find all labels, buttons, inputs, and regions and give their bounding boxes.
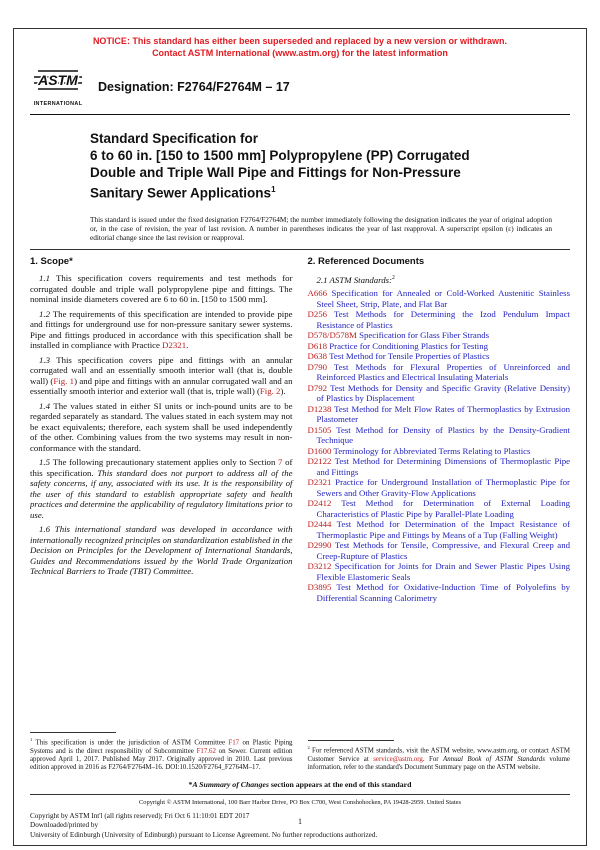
reference-title-link[interactable]: Specification for Annealed or Cold-Worked Austenitic Stainless Steel Sheet, Strip, Plate, and Flat Bar [316,288,570,309]
title-footnote-marker: 1 [271,185,276,194]
title-line-1: Standard Specification for [90,131,259,146]
title-line-3: Double and Triple Wall Pipe and Fittings for Non-Pressure [90,165,461,180]
text-segment: This specification covers requirements and test methods for corrugated double and triple wall polypropylene pipe and fittings. The nominal inside diameters covered are 6 to 60 in. [150 to 1500 mm]. [30,273,293,304]
reference-item[interactable] [308,362,571,383]
reference-code-link[interactable]: D256 [307,309,328,320]
reference-title-link[interactable]: Practice for Conditioning Plastics for Testing [327,340,489,351]
right-column [308,255,571,773]
text-segment: 2 [392,275,395,281]
two-column-body [30,255,570,773]
notice-line-1: NOTICE: This standard has either been superseded and replaced by a new version or withdrawn. [92,36,508,46]
text-segment: ASTM Standards: [329,274,393,285]
reference-item[interactable] [308,519,571,540]
text-segment: 1.3 [39,354,57,365]
text-segment: * [188,779,193,789]
text-segment: volume information, refer to the standard's Document Summary page on the ASTM website. [307,755,570,772]
reference-title-link[interactable]: Test Method for Oxidative-Induction Time of Polyolefins by Differential Scanning Calorimetry [316,582,570,603]
footer-divider [30,794,570,795]
text-segment: section appears at the end of this standard [268,779,412,789]
reference-code-link[interactable]: D2412 [307,498,332,509]
inline-link[interactable]: service@astm.org [373,755,423,763]
text-segment: on Sewer. Current edition approved April 1, 2017. Published May 2017. Originally approved in 2010. Last previous edition approved in 2016 as F2764/F2764M–16. DOI:10.1520/F2764_F2764M–17. [30,747,293,772]
reference-title-link[interactable]: Test Method for Tensile Properties of Plastics [327,351,490,362]
text-segment: Annual Book of ASTM Standards [443,755,545,763]
reference-item[interactable] [308,383,571,404]
reference-code-link[interactable]: D2122 [307,456,332,467]
text-segment: 2.1 [316,274,330,285]
reference-code-link[interactable]: A666 [307,288,328,299]
title-line-2: 6 to 60 in. [150 to 1500 mm] Polypropylene (PP) Corrugated [90,148,470,163]
license-stamp [30,812,570,841]
text-segment: 1.6 [39,524,55,534]
text-segment: This specification is under the jurisdiction of ASTM Committee [32,739,229,747]
reference-item[interactable] [308,456,571,477]
text-segment: on Plastic Piping Systems and is the direct responsibility of Subcommittee [30,739,293,755]
designation-title: Designation: F2764/F2764M – 17 [98,79,290,94]
reference-item[interactable] [308,288,571,309]
text-segment: A Summary of Changes [192,779,269,789]
reference-title-link[interactable]: Test Method for Determination of External Loading Characteristics of Plastic Pipe by Parallel-Plate Loading [316,498,570,519]
scope-paragraph [30,524,293,577]
reference-item[interactable] [308,309,571,330]
page-number: 1 [298,816,302,826]
document-header [30,66,570,115]
title-line-4-text: Sanitary Sewer Applications [90,185,272,201]
footnote-2 [308,744,571,772]
reference-code-link[interactable]: D638 [307,351,328,362]
reference-item[interactable] [308,404,571,425]
reference-item[interactable] [308,477,571,498]
reference-code-link[interactable]: D578/D578M [307,330,357,341]
footnote-divider [308,740,394,741]
reference-title-link[interactable]: Test Methods for Tensile, Compressive, and Flexural Creep and Creep-Rupture of Plastics [316,540,570,561]
footnote-divider [30,732,116,733]
inline-link[interactable]: F17.62 [196,747,216,755]
reference-code-link[interactable]: D618 [307,340,328,351]
notice-line-2: Contact ASTM International (www.astm.org) for the latest information [152,47,448,58]
reference-code-link[interactable]: D2321 [307,477,332,488]
text-segment: 1.5 [39,457,53,467]
reference-title-link[interactable]: Test Method for Melt Flow Rates of Thermoplastics by Extrusion Plastometer [316,403,570,425]
title-line-4 [90,181,570,202]
astm-copyright-line: Copyright © ASTM International, 100 Barr Harbor Drive, PO Box C700, West Conshohocken, PA 19428-2959. United States [139,798,461,806]
text-segment: The values stated in either SI units or inch-pound units are to be regarded separately as standard. The values stated in each system may not be exact equivalents; therefore, each system shall be used independently of the other. Combining values from the two systems may result in non-conformance with the standard. [30,400,293,453]
left-column [30,255,293,773]
text-segment: ). [280,386,286,396]
astm-logo-subtext: INTERNATIONAL [33,101,83,107]
text-segment: of this specification. [30,457,293,478]
withdrawal-notice [30,36,570,59]
reference-item[interactable] [308,582,571,603]
inline-link[interactable]: F17 [228,739,240,747]
reference-code-link[interactable]: D2990 [307,540,332,551]
inline-link[interactable]: Fig. 1 [53,375,75,386]
reference-code-link[interactable]: D1600 [307,445,332,456]
scope-heading: 1. Scope* [30,255,73,267]
text-segment: This standard does not purport to address all of the safety concerns, if any, associated with its use. It is the responsibility of the user of this standard to establish appropriate safety and health practices and determine the applicability of regulatory limitations prior to use. [30,467,293,520]
text-segment: 1.4 [39,400,54,411]
reference-title-link[interactable]: Test Methods for Determining the Izod Pendulum Impact Resistance of Plastics [316,309,570,330]
astm-logo [30,66,86,107]
reference-code-link[interactable]: D1238 [307,403,332,414]
text-segment: ) and pipe and fittings with an annular corrugated wall and an essentially smooth interior and exterior wall (that is, triple wall) ( [30,375,293,396]
reference-title-link[interactable]: Specification for Glass Fiber Strands [356,330,490,341]
reference-code-link[interactable]: D790 [307,361,328,372]
inline-link[interactable]: D2321 [162,340,187,350]
text-segment: For referenced ASTM standards, visit the ASTM website, www.astm.org, or contact ASTM Customer Service at [307,747,570,763]
text-segment: 1.1 [39,273,57,283]
footnote-1 [30,736,293,772]
reference-title-link[interactable]: Test Method for Determining Dimensions of Thermoplastic Pipe and Fittings [316,456,570,477]
reference-item[interactable] [308,425,571,446]
reference-title-link[interactable]: Terminology for Abbreviated Terms Relating to Plastics [331,445,531,456]
text-segment: The requirements of this specification are intended to provide pipe and fittings for underground use for non-pressure sanitary sewer systems. Pipe and fittings produced in accordance with this specification shall be installed in compliance with Practice [30,308,293,350]
reference-title-link[interactable]: Test Methods for Flexural Properties of Unreinforced and Reinforced Plastics and Electrical Insulating Materials [316,361,570,383]
reference-title-link[interactable]: Test Methods for Density and Specific Gravity (Relative Density) of Plastics by Displacement [316,382,570,404]
issuance-note: This standard is issued under the fixed designation F2764/F2764M; the number immediately following the designation indicates the year of original adoption or, in the case of revision, the year of last revision. A number in parentheses indicates the year of last reapproval. A superscript epsilon (ε) indicates an editorial change since the last revision or reapproval. [90,214,552,242]
summary-of-changes-note [30,780,570,789]
astm-logo-icon [32,66,84,96]
references-list [308,288,571,603]
reference-item[interactable] [308,540,571,561]
inline-link[interactable]: Fig. 2 [259,386,281,396]
reference-code-link[interactable]: D2444 [307,519,332,530]
inline-link[interactable]: 7 [278,457,283,467]
stamp-copyright-line: Copyright by ASTM Int'l (all rights reserved); Fri Oct 6 11:10:01 EDT 2017 [30,811,250,820]
text-segment: . For [422,755,443,763]
astm-standards-subheading [308,273,571,285]
section-divider [30,249,570,250]
standard-title [90,130,570,202]
reference-item[interactable] [308,498,571,519]
stamp-licensee-line: University of Edinburgh (University of Edinburgh) pursuant to License Agreement. No further reproductions authorized. [30,830,378,839]
reference-title-link[interactable]: Test Method for Density of Plastics by the Density-Gradient Technique [316,424,570,446]
reference-code-link[interactable]: D3212 [307,561,332,572]
document-page [13,28,587,846]
scope-paragraph [30,355,293,397]
text-segment: This specification covers pipe and fittings with an annular corrugated wall and an essentially smooth interior wall (that is, double wall) ( [30,354,293,386]
text-segment: 1.2 [39,308,53,319]
reference-code-link[interactable]: D792 [307,382,328,393]
text-segment: This international standard was developed in accordance with internationally recognized principles on standardization established in the Decision on Principles for the Development of International Standards, Guides and Recommendations issued by the World Trade Organization Technical Barriers to Trade (TBT) Committee. [30,524,293,576]
scope-paragraph [30,273,293,305]
footnote-2-block [308,732,571,772]
text-segment: 2 [307,745,310,751]
reference-code-link[interactable]: D3895 [307,582,332,593]
reference-item[interactable] [308,446,571,457]
scope-paragraph [30,309,293,351]
reference-title-link[interactable]: Test Method for Determination of the Impact Resistance of Thermoplastic Pipe and Fittings by Means of a Tup (Falling Weight) [316,519,570,540]
stamp-downloaded-line: Downloaded/printed by [30,821,99,829]
referenced-documents-heading: 2. Referenced Documents [307,255,425,267]
reference-item[interactable] [308,341,571,352]
reference-title-link[interactable]: Practice for Underground Installation of Thermoplastic Pipe for Sewers and Other Gravity-Flow Applications [316,477,570,498]
scope-paragraph [30,401,293,454]
svg-text:ASTM: ASTM [38,72,78,88]
text-segment: 1 [30,737,33,743]
text-segment: The following precautionary statement applies only to Section [52,457,279,467]
scope-paragraphs [30,273,293,581]
reference-item[interactable] [308,330,571,341]
reference-title-link[interactable]: Specification for Joints for Drain and Sewer Plastic Pipes Using Flexible Elastomeric Seals [316,561,570,582]
reference-item[interactable] [308,351,571,362]
text-segment: . [186,340,189,350]
footnote-1-block [30,724,293,772]
scope-paragraph [30,457,293,520]
reference-code-link[interactable]: D1505 [307,424,332,435]
reference-item[interactable] [308,561,571,582]
